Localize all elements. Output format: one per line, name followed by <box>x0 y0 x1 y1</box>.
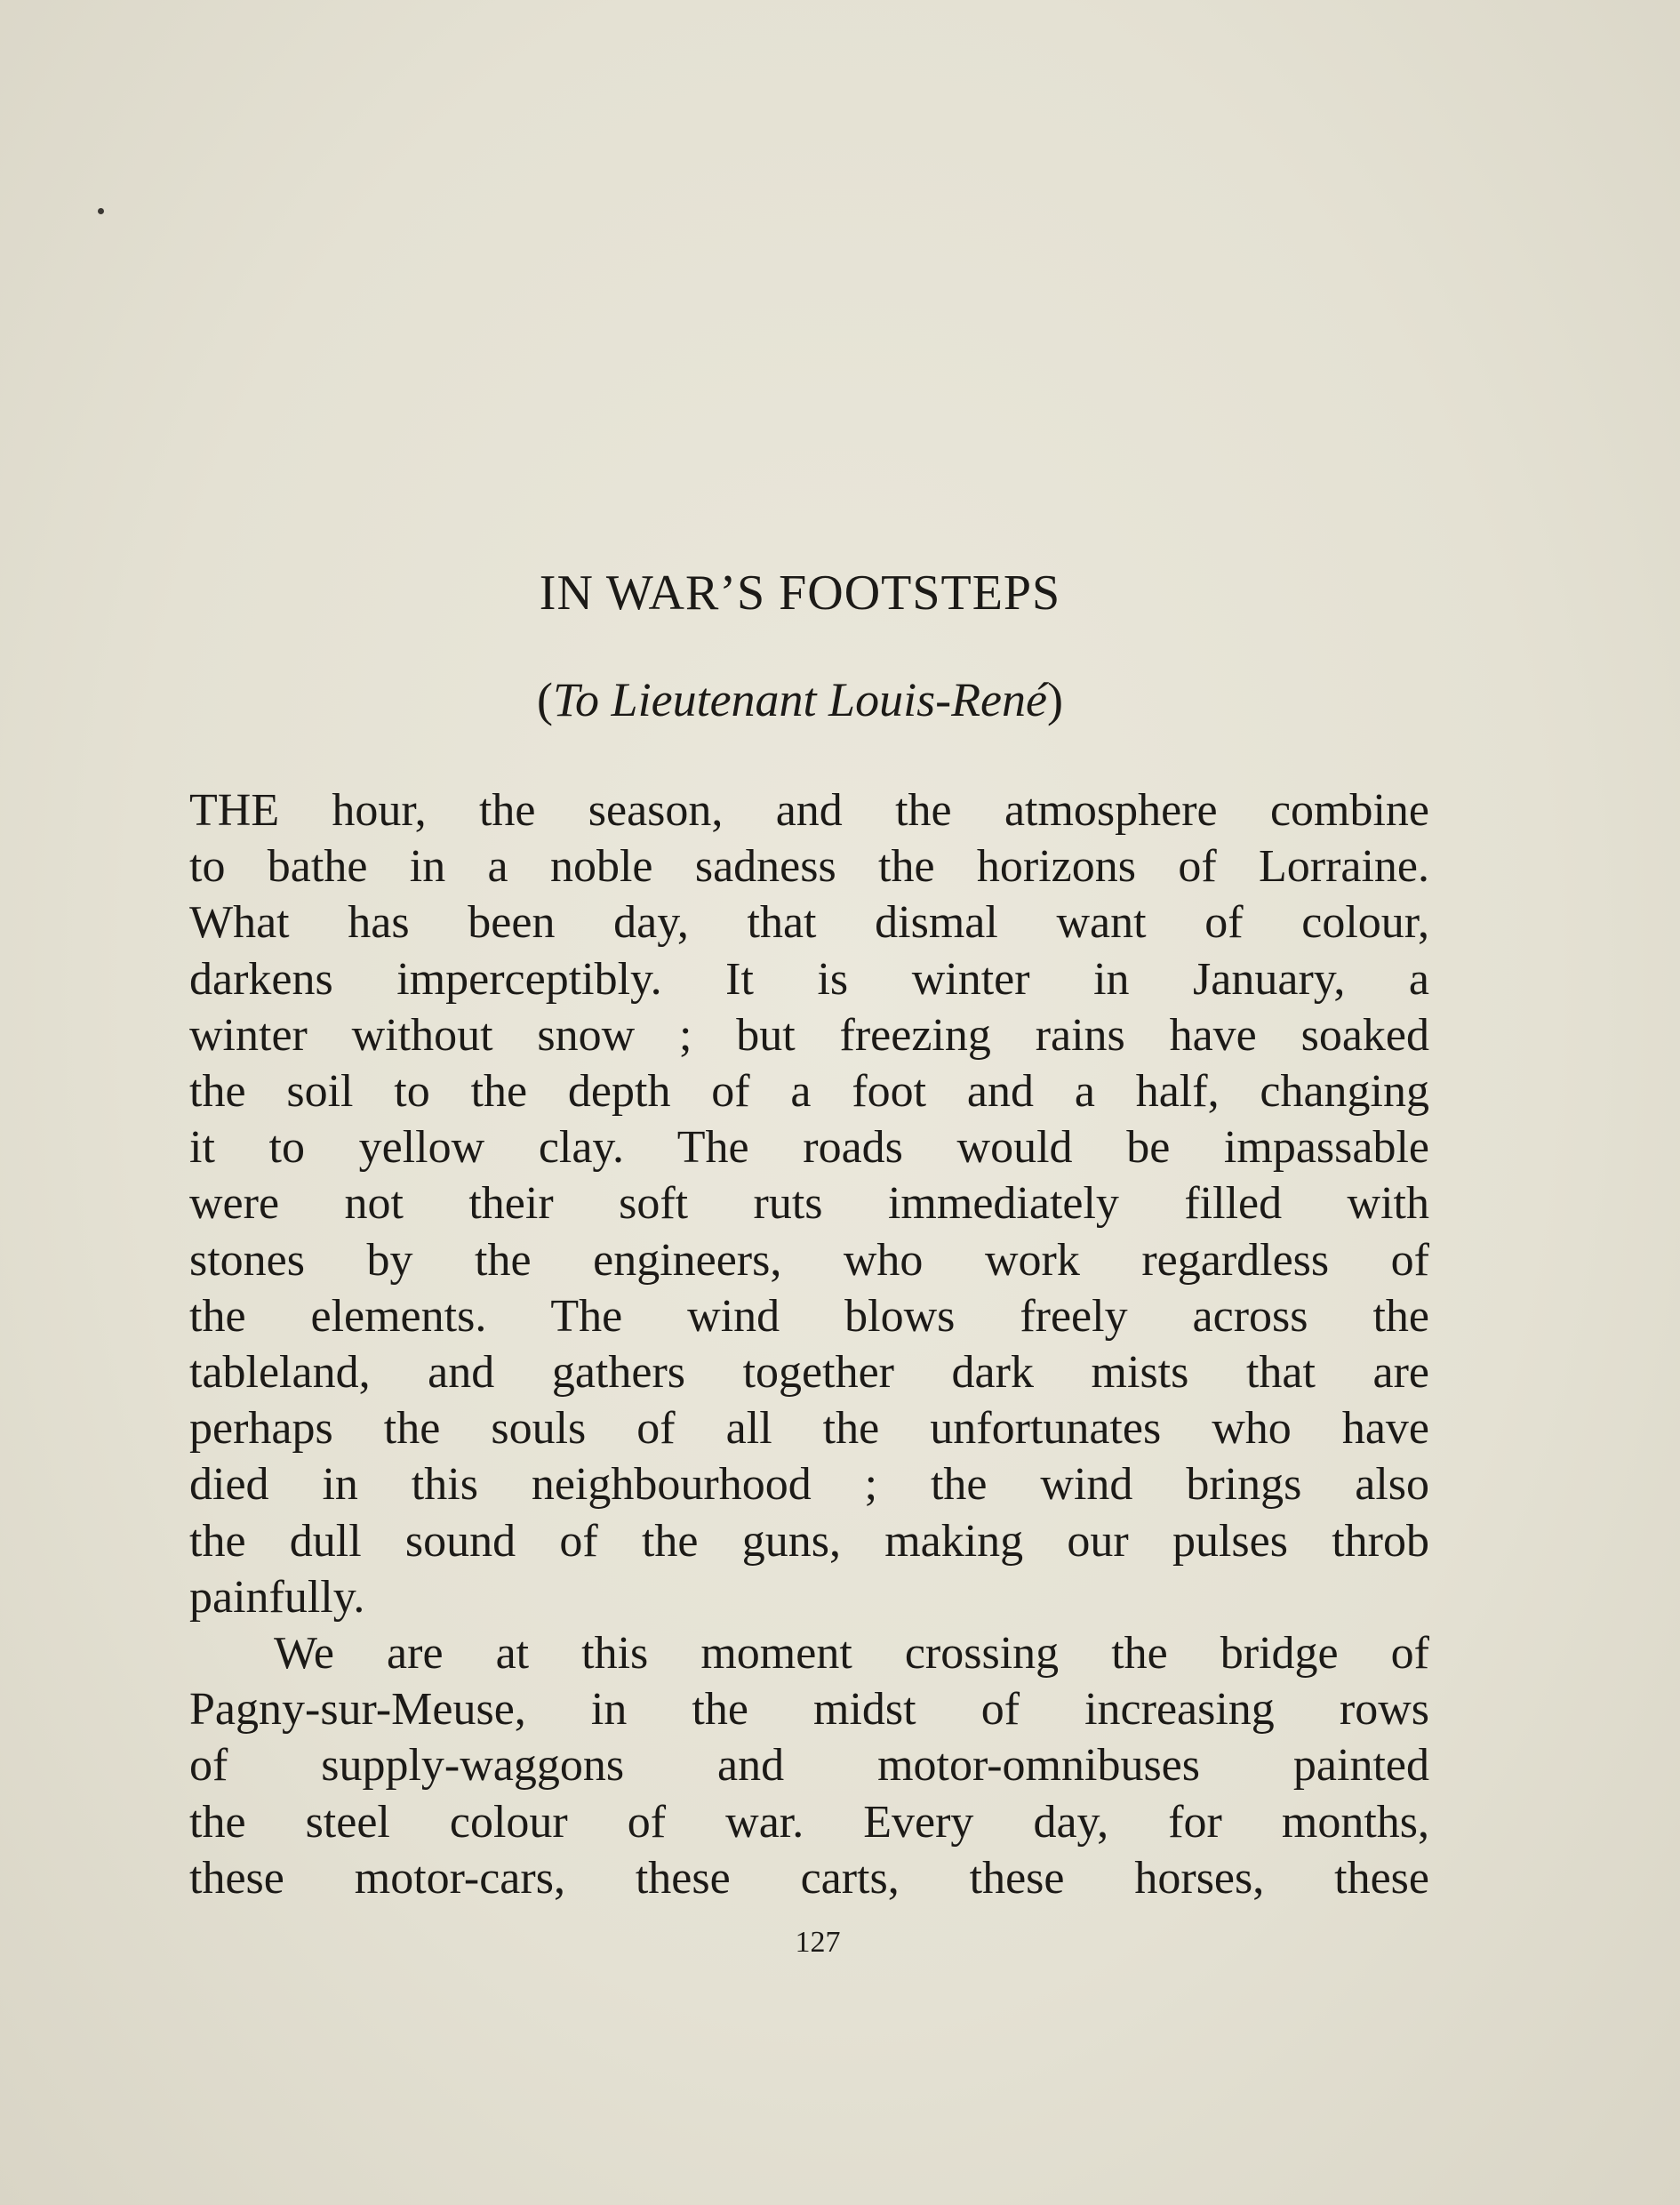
chapter-dedication <box>0 669 1600 731</box>
opening-word-rest: HE <box>217 785 280 836</box>
text-line: the soil to the depth of a foot and a half, changing <box>189 1066 1429 1118</box>
text-line: perhaps the souls of all the unfortunates who have <box>189 1403 1429 1455</box>
text-line: the elements. The wind blows freely across the <box>189 1290 1429 1342</box>
text-line: tableland, and gathers together dark mists that are <box>189 1347 1429 1399</box>
ink-speck <box>98 208 104 214</box>
dedication-open-paren: ( <box>537 673 553 726</box>
dedication-name: To Lieutenant Louis-René <box>552 673 1047 726</box>
text-line: What has been day, that dismal want of colour, <box>189 897 1429 949</box>
text-line: were not their soft ruts immediately filled with <box>189 1178 1429 1230</box>
opening-word-initial: T <box>189 785 218 836</box>
text-line <box>189 782 1429 838</box>
text-line: it to yellow clay. The roads would be impassable <box>189 1122 1429 1174</box>
chapter-title: IN WAR’S FOOTSTEPS <box>539 565 1061 621</box>
text-line: stones by the engineers, who work regardless of <box>189 1234 1429 1286</box>
text-line: darkens imperceptibly. It is winter in January, a <box>189 953 1429 1005</box>
text-line: died in this neighbourhood ; the wind brings also <box>189 1459 1429 1511</box>
text-line: to bathe in a noble sadness the horizons of Lorraine. <box>189 841 1429 893</box>
dedication-close-paren: ) <box>1047 673 1063 726</box>
text-line: the steel colour of war. Every day, for months, <box>189 1796 1429 1848</box>
text-line: the dull sound of the guns, making our pulses throb <box>189 1515 1429 1567</box>
page-number: 127 <box>795 1926 841 1959</box>
text-line: of supply-waggons and motor-omnibuses painted <box>189 1740 1429 1792</box>
body-text <box>189 782 1429 1906</box>
text-line: winter without snow ; but freezing rains have soaked <box>189 1009 1429 1061</box>
text-line: painfully. <box>189 1571 365 1623</box>
text-line: We are at this moment crossing the bridge of <box>274 1628 1429 1680</box>
text-line: Pagny-sur-Meuse, in the midst of increasing rows <box>189 1684 1429 1736</box>
text-line-content: hour, the season, and the atmosphere combine <box>279 785 1429 836</box>
text-line: these motor-cars, these carts, these horses, these <box>189 1852 1429 1904</box>
